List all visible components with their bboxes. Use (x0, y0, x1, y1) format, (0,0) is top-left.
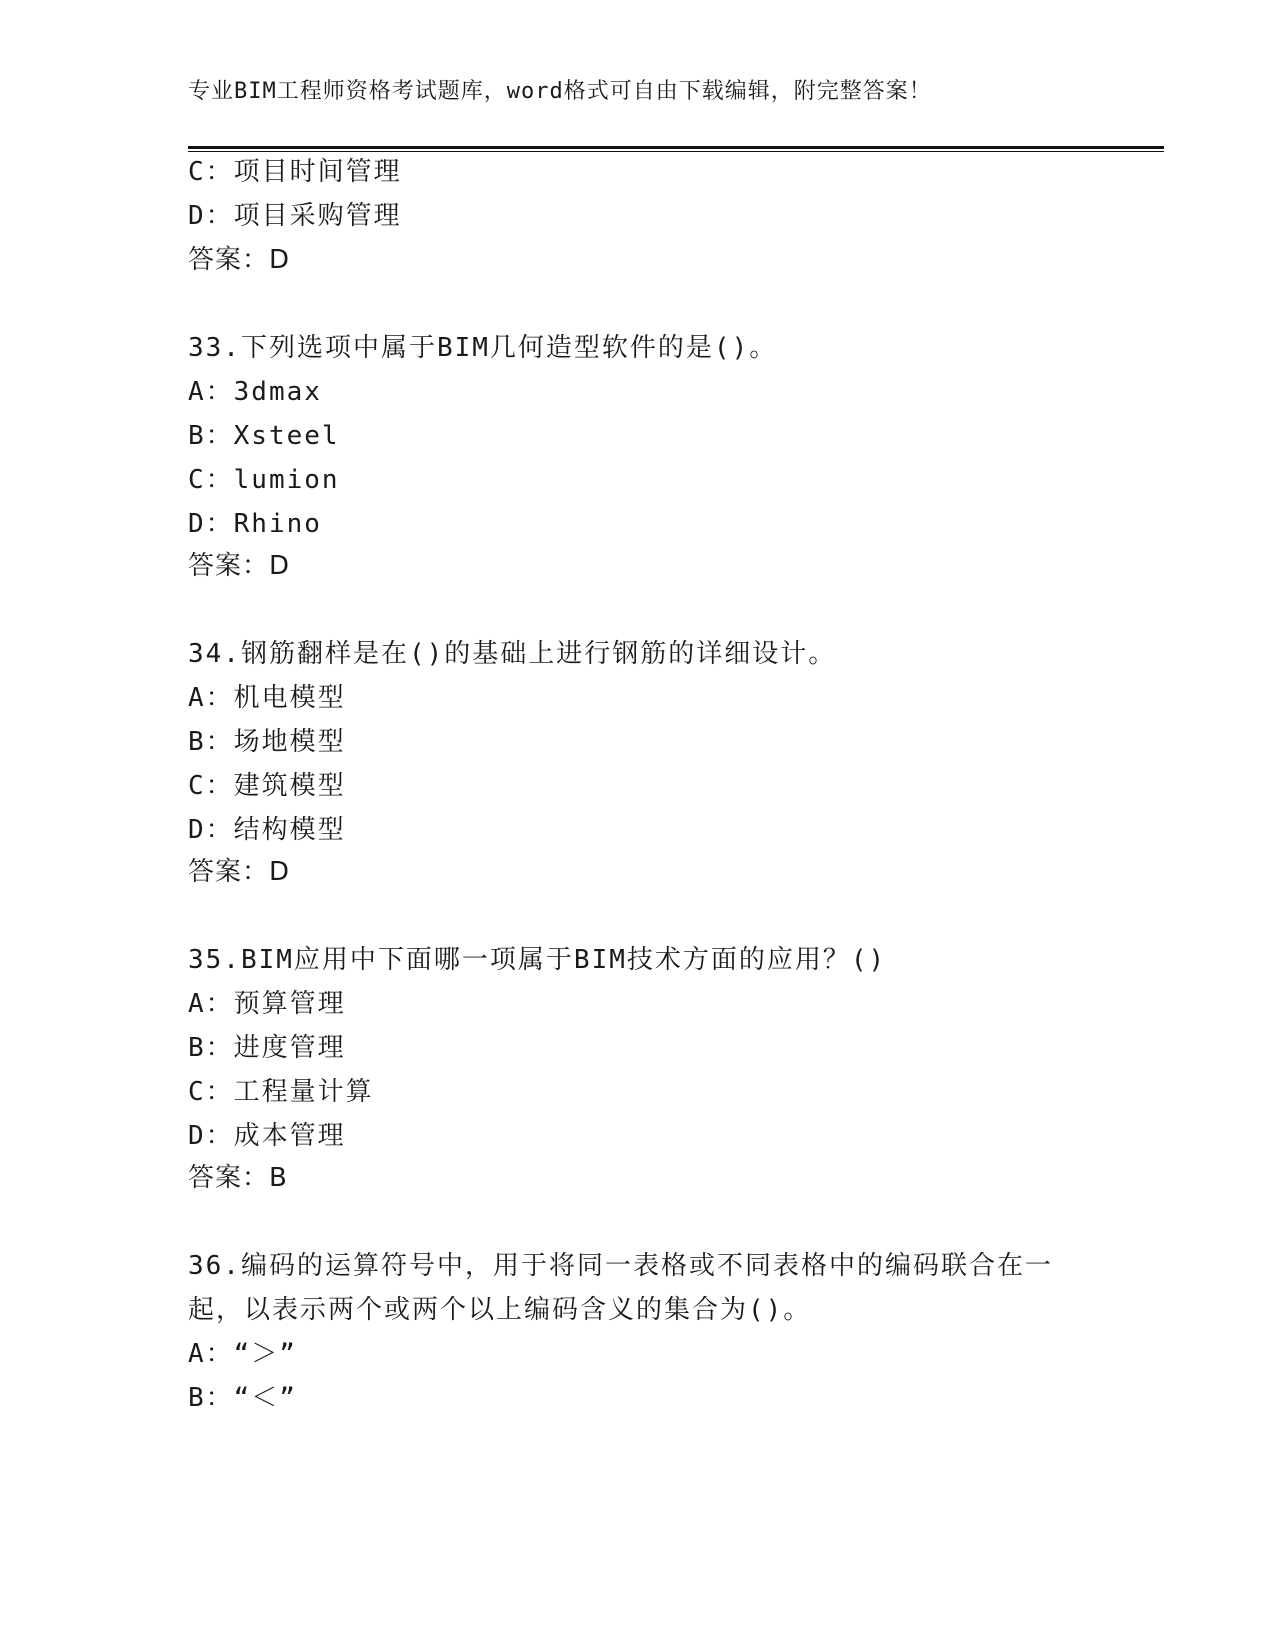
option-a: A：“＞” (188, 1339, 297, 1369)
question-stem: 34.钢筋翻样是在()的基础上进行钢筋的详细设计。 (188, 639, 837, 669)
question-stem-line-1: 36.编码的运算符号中，用于将同一表格或不同表格中的编码联合在一 (188, 1251, 1053, 1281)
option-b: B：进度管理 (188, 1033, 346, 1063)
option-b: B：Xsteel (188, 421, 340, 451)
option-c: C：lumion (188, 465, 340, 495)
option-c: C：建筑模型 (188, 771, 346, 801)
question-stem: 35.BIM应用中下面哪一项属于BIM技术方面的应用？() (188, 945, 887, 975)
option-d: D：项目采购管理 (188, 201, 402, 231)
header-rule (188, 146, 1164, 152)
option-a: A：机电模型 (188, 683, 346, 713)
answer: 答案：D (188, 551, 291, 581)
option-c: C：项目时间管理 (188, 157, 402, 187)
answer: 答案：D (188, 857, 291, 887)
option-b: B：“＜” (188, 1383, 297, 1413)
answer: 答案：B (188, 1163, 288, 1193)
option-d: D：结构模型 (188, 815, 346, 845)
answer: 答案：D (188, 245, 291, 275)
option-c: C：工程量计算 (188, 1077, 374, 1107)
option-a: A：预算管理 (188, 989, 346, 1019)
option-a: A：3dmax (188, 377, 322, 407)
page-header: 专业BIM工程师资格考试题库，word格式可自由下载编辑，附完整答案！ (188, 79, 932, 104)
option-d: D：成本管理 (188, 1121, 346, 1151)
option-d: D：Rhino (188, 509, 322, 539)
question-stem: 33.下列选项中属于BIM几何造型软件的是()。 (188, 333, 778, 363)
question-stem-line-2: 起，以表示两个或两个以上编码含义的集合为()。 (188, 1295, 812, 1325)
option-b: B：场地模型 (188, 727, 346, 757)
